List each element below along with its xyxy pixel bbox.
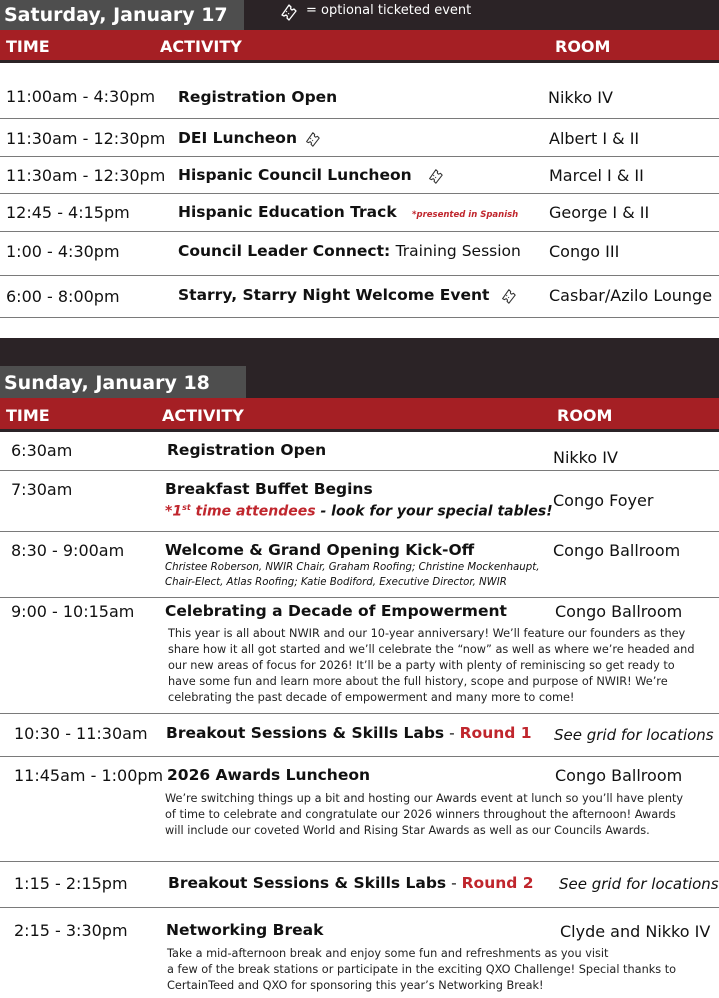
sat-row3-time: 11:30am - 12:30pm [6, 166, 166, 185]
saturday-title: Saturday, January 17 [0, 0, 244, 30]
sun-row4-room: Congo Ballroom [555, 602, 683, 621]
sun-row3-activity: Welcome & Grand Opening Kick-Off [165, 541, 475, 559]
sun-row7-activity [168, 874, 534, 892]
awards-description [165, 791, 683, 839]
sun-row2-activity: Breakfast Buffet Begins [165, 480, 373, 498]
description-line: our new areas of focus for 2026! It’ll be a party with plenty of reminiscing so get ready to [168, 659, 675, 672]
sat-row4-activity-label: Hispanic Education Track [178, 203, 397, 221]
sun-row5-time: 10:30 - 11:30am [14, 724, 148, 743]
sat-row2-time: 11:30am - 12:30pm [6, 129, 166, 148]
description-line: This year is all about NWIR and our 10-year anniversary! We’ll feature our founders as they [168, 627, 686, 640]
sat-row2-activity [178, 129, 321, 148]
sat-row5-activity [178, 242, 521, 260]
divider [0, 907, 719, 908]
divider [0, 597, 719, 598]
ticket-icon [303, 130, 321, 148]
sun-row5-activity [166, 724, 532, 742]
sat-row3-activity-label: Hispanic Council Luncheon [178, 166, 412, 184]
divider [0, 193, 719, 194]
room-header: ROOM [557, 406, 613, 425]
sun-row1-activity: Registration Open [167, 441, 327, 459]
decade-description [168, 626, 695, 706]
description-line: share how it all got started and we’ll celebrate the “now” as well as where we’re headed and [168, 643, 695, 656]
sat-row5-activity-label: Council Leader Connect: [178, 242, 391, 260]
spanish-note: *presented in Spanish [412, 210, 519, 220]
sat-row4-room: George I & II [549, 203, 650, 222]
divider [0, 713, 719, 714]
sat-row5-activity-rest: Training Session [395, 242, 521, 260]
sun-row3-time: 8:30 - 9:00am [11, 541, 125, 560]
sun-row5-activity-label: Breakout Sessions & Skills Labs [166, 724, 445, 742]
speaker-names-line2: Chair-Elect, Atlas Roofing; Katie Bodiford, Executive Director, NWIR [165, 577, 507, 588]
time-header: TIME [6, 406, 50, 425]
description-line: Take a mid-afternoon break and enjoy some fun and refreshments as you visit [167, 947, 609, 960]
description-line: will include our coveted World and Rising Star Awards as well as our Councils Awards. [165, 824, 650, 837]
sat-row3-activity [178, 166, 444, 185]
description-line: of time to celebrate and congratulate our 2026 winners throughout the afternoon! Awards [165, 808, 676, 821]
first-time-note-sup: st [182, 503, 191, 512]
sun-row2-time: 7:30am [11, 480, 73, 499]
divider [0, 275, 719, 276]
sun-row3-room: Congo Ballroom [553, 541, 681, 560]
first-time-note-prefix: *1 [165, 503, 183, 520]
sunday-title: Sunday, January 18 [0, 366, 246, 398]
round-label: Round 2 [461, 874, 534, 892]
ticket-icon [426, 167, 444, 185]
divider [0, 531, 719, 532]
description-line: have some fun and learn more about the full history, scope and purpose of NWIR! We’re [168, 675, 668, 688]
sat-row3-room: Marcel I & II [549, 166, 644, 185]
ticket-icon [499, 287, 517, 305]
activity-header: ACTIVITY [162, 406, 244, 425]
sun-row4-activity: Celebrating a Decade of Empowerment [165, 602, 507, 620]
divider [0, 470, 719, 471]
divider [0, 756, 719, 757]
sun-row4-time: 9:00 - 10:15am [11, 602, 135, 621]
divider [0, 156, 719, 157]
sun-row6-time: 11:45am - 1:00pm [14, 766, 164, 785]
round-dash: - [444, 724, 460, 742]
sat-row2-room: Albert I & II [549, 129, 640, 148]
sat-row1-time: 11:00am - 4:30pm [6, 87, 156, 106]
sun-row7-time: 1:15 - 2:15pm [14, 874, 128, 893]
room-header: ROOM [555, 37, 611, 56]
sat-row1-activity: Registration Open [178, 88, 338, 106]
sat-row2-activity-label: DEI Luncheon [178, 129, 297, 147]
sun-row5-room: See grid for locations [554, 726, 714, 744]
sun-row7-room: See grid for locations [559, 875, 719, 893]
description-line: celebrating the past decade of empowerment and many more to come! [168, 691, 575, 704]
sun-row1-room: Nikko IV [553, 448, 618, 467]
description-line: CertainTeed and QXO for sponsoring this year’s Networking Break! [167, 979, 544, 992]
sun-row2-room: Congo Foyer [553, 491, 654, 510]
sun-row6-room: Congo Ballroom [555, 766, 683, 785]
sun-row8-activity: Networking Break [166, 921, 324, 939]
networking-description [167, 946, 676, 994]
sat-row1-room: Nikko IV [548, 88, 613, 107]
sun-row8-room: Clyde and Nikko IV [560, 922, 711, 941]
sat-row4-time: 12:45 - 4:15pm [6, 203, 130, 222]
sat-row4-activity [178, 203, 518, 221]
sun-row8-time: 2:15 - 3:30pm [14, 921, 128, 940]
first-time-note-red: time attendees [190, 503, 316, 520]
first-time-note-black: - look for your special tables! [315, 503, 553, 520]
ticket-icon [278, 2, 298, 22]
time-header: TIME [6, 37, 50, 56]
sun-row7-activity-label: Breakout Sessions & Skills Labs [168, 874, 447, 892]
sat-row6-activity [178, 286, 517, 305]
round-label: Round 1 [459, 724, 532, 742]
round-dash: - [446, 874, 462, 892]
sat-row6-room: Casbar/Azilo Lounge [549, 286, 713, 305]
sat-row6-activity-label: Starry, Starry Night Welcome Event [178, 286, 490, 304]
saturday-header-bar [0, 30, 719, 63]
sat-row5-room: Congo III [549, 242, 620, 261]
first-time-note [165, 503, 553, 520]
activity-header: ACTIVITY [160, 37, 242, 56]
divider [0, 861, 719, 862]
divider [0, 118, 719, 119]
sat-row6-time: 6:00 - 8:00pm [6, 287, 120, 306]
sat-row5-time: 1:00 - 4:30pm [6, 242, 120, 261]
description-line: a few of the break stations or participate in the exciting QXO Challenge! Special thanks to [167, 963, 677, 976]
sun-row1-time: 6:30am [11, 441, 73, 460]
divider [0, 317, 719, 318]
description-line: We’re switching things up a bit and hosting our Awards event at lunch so you’ll have plenty [165, 792, 684, 805]
sun-row6-activity: 2026 Awards Luncheon [167, 766, 371, 784]
divider [0, 231, 719, 232]
legend-text: = optional ticketed event [306, 3, 472, 18]
speaker-names-line1: Christee Roberson, NWIR Chair, Graham Roofing; Christine Mockenhaupt, [165, 562, 540, 573]
